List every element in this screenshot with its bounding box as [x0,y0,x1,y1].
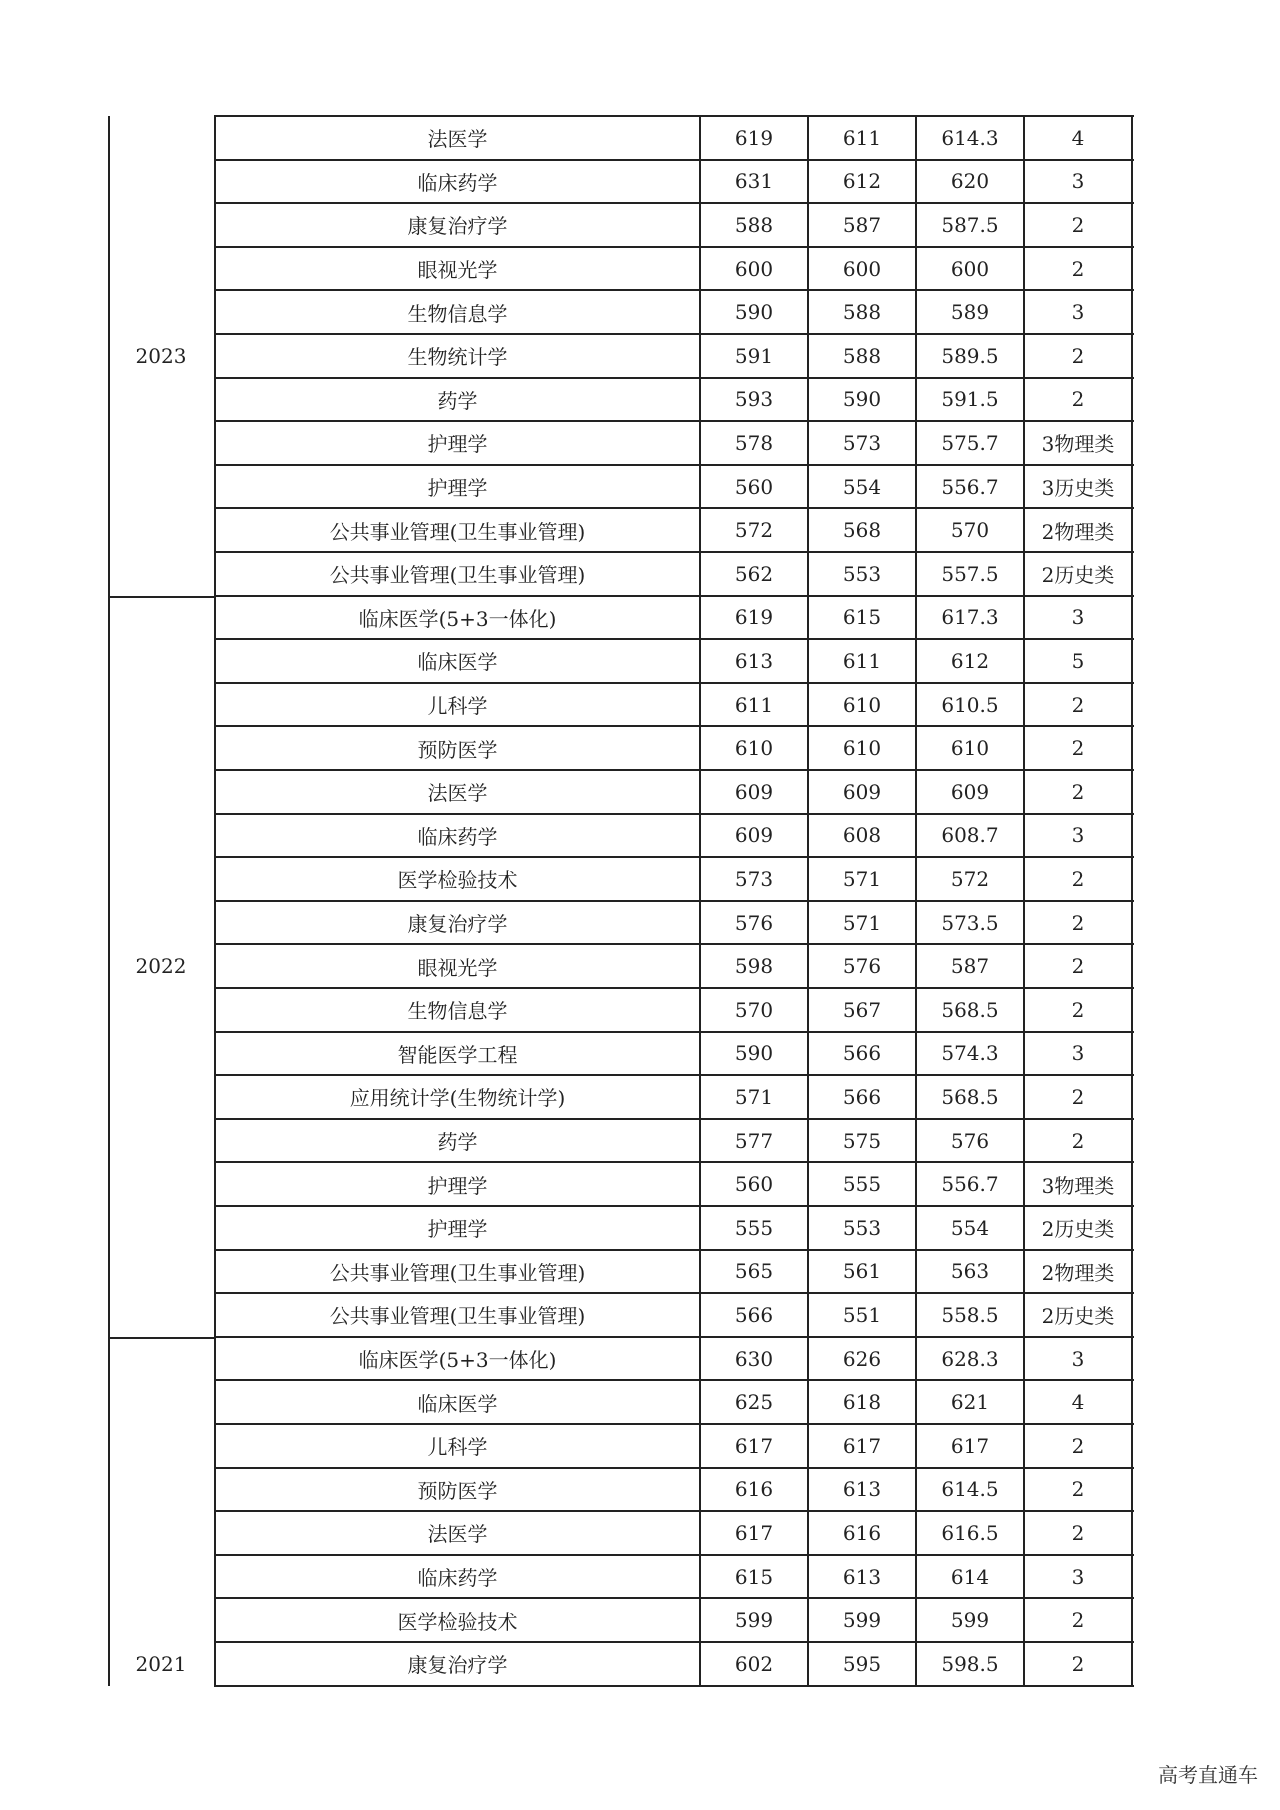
avg-score-cell: 572 [950,866,990,891]
avg-score-cell: 570 [950,518,990,543]
min-score-cell: 573 [842,430,882,455]
count-cell: 2 [1071,1477,1085,1502]
max-score-cell: 602 [734,1651,774,1676]
count-cell: 2 [1071,256,1085,281]
max-score-cell: 609 [734,823,774,848]
row-border [215,682,1134,684]
min-score-cell: 590 [842,387,882,412]
major-cell: 临床医学(5+3一体化) [358,1348,557,1373]
avg-score-cell: 614.5 [941,1477,999,1502]
row-border [215,159,1134,161]
major-cell: 护理学 [427,432,488,457]
major-cell: 药学 [437,1130,478,1155]
avg-score-cell: 591.5 [941,387,999,412]
avg-score-cell: 608.7 [941,823,999,848]
avg-score-cell: 612 [950,648,990,673]
row-border [215,507,1134,509]
row-border [215,1554,1134,1556]
max-score-cell: 566 [734,1302,774,1327]
max-score-cell: 590 [734,1041,774,1066]
major-cell: 儿科学 [427,694,488,719]
count-cell: 3 [1071,1564,1085,1589]
row-border [215,1685,1134,1687]
count-cell: 3 [1071,1041,1085,1066]
row-border [215,1336,1134,1338]
max-score-cell: 555 [734,1215,774,1240]
major-cell: 预防医学 [417,737,498,762]
avg-score-cell: 616.5 [941,1520,999,1545]
count-cell: 4 [1071,1390,1085,1415]
row-border [215,1423,1134,1425]
max-score-cell: 617 [734,1433,774,1458]
min-score-cell: 554 [842,474,882,499]
max-score-cell: 600 [734,256,774,281]
row-border [215,943,1134,945]
count-cell: 2 [1071,1520,1085,1545]
major-cell: 预防医学 [417,1478,498,1503]
min-score-cell: 575 [842,1128,882,1153]
major-cell: 法医学 [427,127,488,152]
count-cell: 2物理类 [1041,1260,1115,1285]
count-cell: 3物理类 [1041,1173,1115,1198]
min-score-cell: 617 [842,1433,882,1458]
major-cell: 护理学 [427,476,488,501]
min-score-cell: 553 [842,1215,882,1240]
count-cell: 2 [1071,866,1085,891]
year-label: 2022 [135,954,187,979]
min-score-cell: 561 [842,1259,882,1284]
min-score-cell: 588 [842,343,882,368]
count-cell: 2 [1071,997,1085,1022]
min-score-cell: 610 [842,692,882,717]
avg-score-cell: 575.7 [941,430,999,455]
max-score-cell: 560 [734,1172,774,1197]
major-cell: 临床医学 [417,1391,498,1416]
max-score-cell: 615 [734,1564,774,1589]
row-border [215,1249,1134,1251]
max-score-cell: 562 [734,561,774,586]
count-cell: 2 [1071,779,1085,804]
avg-score-cell: 614 [950,1564,990,1589]
row-border [215,377,1134,379]
count-cell: 3 [1071,300,1085,325]
count-cell: 2 [1071,736,1085,761]
row-border [215,1118,1134,1120]
major-cell: 儿科学 [427,1435,488,1460]
min-score-cell: 576 [842,954,882,979]
min-score-cell: 616 [842,1520,882,1545]
column-border [1023,115,1025,1687]
min-score-cell: 608 [842,823,882,848]
row-border [215,1641,1134,1643]
avg-score-cell: 610 [950,736,990,761]
max-score-cell: 599 [734,1608,774,1633]
max-score-cell: 619 [734,605,774,630]
major-cell: 护理学 [427,1217,488,1242]
count-cell: 2 [1071,1651,1085,1676]
min-score-cell: 571 [842,866,882,891]
min-score-cell: 567 [842,997,882,1022]
avg-score-cell: 573.5 [941,910,999,935]
avg-score-cell: 558.5 [941,1302,999,1327]
row-border [215,289,1134,291]
count-cell: 2物理类 [1041,519,1115,544]
major-cell: 临床医学 [417,650,498,675]
min-score-cell: 618 [842,1390,882,1415]
avg-score-cell: 599 [950,1608,990,1633]
major-cell: 公共事业管理(卫生事业管理) [329,563,586,588]
min-score-cell: 626 [842,1346,882,1371]
count-cell: 3历史类 [1041,476,1115,501]
count-cell: 2 [1071,1128,1085,1153]
avg-score-cell: 620 [950,169,990,194]
count-cell: 2历史类 [1041,563,1115,588]
major-cell: 应用统计学(生物统计学) [349,1086,566,1111]
max-score-cell: 616 [734,1477,774,1502]
min-score-cell: 588 [842,300,882,325]
major-cell: 药学 [437,388,478,413]
row-border [215,1510,1134,1512]
min-score-cell: 611 [842,125,882,150]
max-score-cell: 560 [734,474,774,499]
row-border [215,1074,1134,1076]
max-score-cell: 609 [734,779,774,804]
max-score-cell: 591 [734,343,774,368]
count-cell: 2 [1071,343,1085,368]
major-cell: 临床药学 [417,170,498,195]
avg-score-cell: 563 [950,1259,990,1284]
row-border [215,1467,1134,1469]
max-score-cell: 625 [734,1390,774,1415]
major-cell: 眼视光学 [417,955,498,980]
major-cell: 公共事业管理(卫生事业管理) [329,519,586,544]
max-score-cell: 613 [734,648,774,673]
count-cell: 4 [1071,125,1085,150]
row-border [215,856,1134,858]
major-cell: 公共事业管理(卫生事业管理) [329,1304,586,1329]
max-score-cell: 619 [734,125,774,150]
count-cell: 2 [1071,1433,1085,1458]
column-border [807,115,809,1687]
max-score-cell: 617 [734,1520,774,1545]
avg-score-cell: 598.5 [941,1651,999,1676]
avg-score-cell: 589 [950,300,990,325]
avg-score-cell: 589.5 [941,343,999,368]
avg-score-cell: 609 [950,779,990,804]
max-score-cell: 572 [734,518,774,543]
count-cell: 2 [1071,387,1085,412]
min-score-cell: 609 [842,779,882,804]
max-score-cell: 571 [734,1084,774,1109]
year-group-separator [108,1337,215,1339]
avg-score-cell: 587 [950,954,990,979]
min-score-cell: 571 [842,910,882,935]
column-border [915,115,917,1687]
avg-score-cell: 610.5 [941,692,999,717]
count-cell: 3 [1071,1346,1085,1371]
major-cell: 生物统计学 [407,345,508,370]
avg-score-cell: 556.7 [941,1172,999,1197]
avg-score-cell: 600 [950,256,990,281]
avg-score-cell: 617.3 [941,605,999,630]
avg-score-cell: 568.5 [941,997,999,1022]
max-score-cell: 631 [734,169,774,194]
count-cell: 5 [1071,648,1085,673]
avg-score-cell: 617 [950,1433,990,1458]
row-border [215,1031,1134,1033]
major-cell: 生物信息学 [407,301,508,326]
column-border [699,115,701,1687]
row-border [215,551,1134,553]
row-border [215,246,1134,248]
row-border [215,202,1134,204]
count-cell: 3 [1071,605,1085,630]
min-score-cell: 568 [842,518,882,543]
min-score-cell: 553 [842,561,882,586]
avg-score-cell: 614.3 [941,125,999,150]
avg-score-cell: 587.5 [941,212,999,237]
min-score-cell: 615 [842,605,882,630]
row-border [215,769,1134,771]
min-score-cell: 613 [842,1477,882,1502]
major-cell: 康复治疗学 [407,912,508,937]
avg-score-cell: 556.7 [941,474,999,499]
count-cell: 2 [1071,692,1085,717]
count-cell: 3 [1071,169,1085,194]
row-border [215,1597,1134,1599]
major-cell: 康复治疗学 [407,214,508,239]
row-border [215,725,1134,727]
major-cell: 临床药学 [417,1566,498,1591]
max-score-cell: 577 [734,1128,774,1153]
major-cell: 医学检验技术 [397,868,518,893]
row-border [215,1292,1134,1294]
count-cell: 3物理类 [1041,432,1115,457]
major-cell: 临床药学 [417,824,498,849]
column-border [1131,115,1133,1687]
row-border [215,464,1134,466]
avg-score-cell: 554 [950,1215,990,1240]
min-score-cell: 595 [842,1651,882,1676]
max-score-cell: 565 [734,1259,774,1284]
min-score-cell: 610 [842,736,882,761]
count-cell: 2历史类 [1041,1304,1115,1329]
count-cell: 2 [1071,1084,1085,1109]
row-border [215,595,1134,597]
count-cell: 3 [1071,823,1085,848]
count-cell: 2历史类 [1041,1217,1115,1242]
row-border [215,900,1134,902]
row-border [215,115,1134,117]
major-cell: 临床医学(5+3一体化) [358,606,557,631]
major-cell: 生物信息学 [407,999,508,1024]
min-score-cell: 551 [842,1302,882,1327]
column-border [214,115,216,1687]
count-cell: 2 [1071,954,1085,979]
max-score-cell: 593 [734,387,774,412]
row-border [215,1205,1134,1207]
max-score-cell: 610 [734,736,774,761]
major-cell: 眼视光学 [417,258,498,283]
max-score-cell: 590 [734,300,774,325]
max-score-cell: 576 [734,910,774,935]
min-score-cell: 600 [842,256,882,281]
avg-score-cell: 576 [950,1128,990,1153]
count-cell: 2 [1071,1608,1085,1633]
max-score-cell: 630 [734,1346,774,1371]
max-score-cell: 573 [734,866,774,891]
major-cell: 法医学 [427,1522,488,1547]
min-score-cell: 613 [842,1564,882,1589]
major-cell: 护理学 [427,1173,488,1198]
row-border [215,813,1134,815]
min-score-cell: 555 [842,1172,882,1197]
major-cell: 康复治疗学 [407,1653,508,1678]
avg-score-cell: 574.3 [941,1041,999,1066]
watermark: 高考直通车 [1158,1763,1258,1787]
min-score-cell: 566 [842,1084,882,1109]
count-cell: 2 [1071,910,1085,935]
max-score-cell: 598 [734,954,774,979]
avg-score-cell: 557.5 [941,561,999,586]
min-score-cell: 612 [842,169,882,194]
row-border [215,987,1134,989]
major-cell: 法医学 [427,781,488,806]
avg-score-cell: 621 [950,1390,990,1415]
major-cell: 医学检验技术 [397,1609,518,1634]
row-border [215,1161,1134,1163]
row-border [215,1379,1134,1381]
major-cell: 智能医学工程 [397,1042,518,1067]
row-border [215,638,1134,640]
avg-score-cell: 568.5 [941,1084,999,1109]
row-border [215,420,1134,422]
min-score-cell: 611 [842,648,882,673]
major-cell: 公共事业管理(卫生事业管理) [329,1260,586,1285]
min-score-cell: 587 [842,212,882,237]
avg-score-cell: 628.3 [941,1346,999,1371]
min-score-cell: 566 [842,1041,882,1066]
year-label: 2021 [135,1651,187,1676]
min-score-cell: 599 [842,1608,882,1633]
count-cell: 2 [1071,212,1085,237]
max-score-cell: 570 [734,997,774,1022]
row-border [215,333,1134,335]
max-score-cell: 611 [734,692,774,717]
year-label: 2023 [135,343,187,368]
year-group-separator [108,596,215,598]
max-score-cell: 578 [734,430,774,455]
max-score-cell: 588 [734,212,774,237]
